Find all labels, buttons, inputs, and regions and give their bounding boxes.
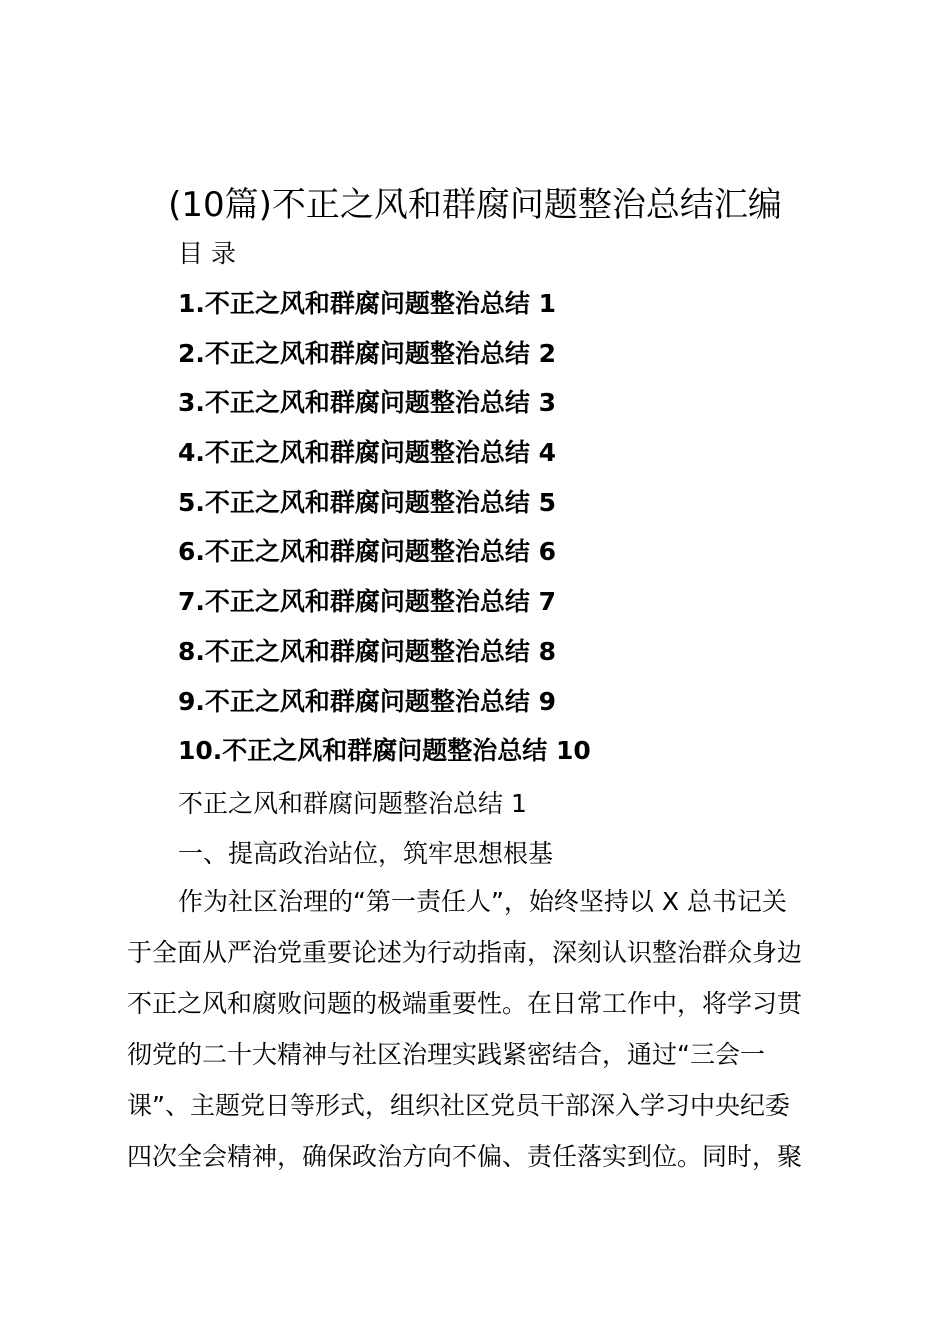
body-paragraph: [127, 884, 847, 1190]
toc-item[interactable]: 2.不正之风和群腐问题整治总结 2: [178, 338, 556, 368]
toc-item[interactable]: 3.不正之风和群腐问题整治总结 3: [178, 388, 556, 418]
toc-item[interactable]: 6.不正之风和群腐问题整治总结 6: [178, 537, 556, 567]
section-heading: 一、提高政治站位，筑牢思想根基: [178, 839, 554, 868]
paragraph-line: 作为社区治理的“第一责任人”，始终坚持以 X 总书记关: [178, 887, 787, 916]
section-title: 不正之风和群腐问题整治总结 1: [178, 789, 527, 818]
document-title: (10篇)不正之风和群腐问题整治总结汇编: [168, 185, 782, 225]
toc-item[interactable]: 5.不正之风和群腐问题整治总结 5: [178, 487, 556, 517]
paragraph-line: 课”、主题党日等形式，组织社区党员干部深入学习中央纪委: [127, 1091, 790, 1120]
toc-item[interactable]: 8.不正之风和群腐问题整治总结 8: [178, 636, 556, 666]
toc-heading: 目 录: [178, 239, 236, 268]
paragraph-line: 彻党的二十大精神与社区治理实践紧密结合，通过“三会一: [127, 1040, 765, 1069]
toc-item[interactable]: 1.不正之风和群腐问题整治总结 1: [178, 289, 556, 318]
paragraph-line: 四次全会精神，确保政治方向不偏、责任落实到位。同时，聚: [127, 1142, 803, 1171]
paragraph-line: 不正之风和腐败问题的极端重要性。在日常工作中，将学习贯: [127, 989, 803, 1018]
toc-item[interactable]: 4.不正之风和群腐问题整治总结 4: [178, 438, 556, 468]
paragraph-line: 于全面从严治党重要论述为行动指南，深刻认识整治群众身边: [127, 938, 803, 967]
toc-item[interactable]: 7.不正之风和群腐问题整治总结 7: [178, 587, 556, 617]
table-of-contents: [178, 286, 591, 783]
toc-item[interactable]: 10.不正之风和群腐问题整治总结 10: [178, 736, 591, 766]
toc-item[interactable]: 9.不正之风和群腐问题整治总结 9: [178, 686, 556, 716]
